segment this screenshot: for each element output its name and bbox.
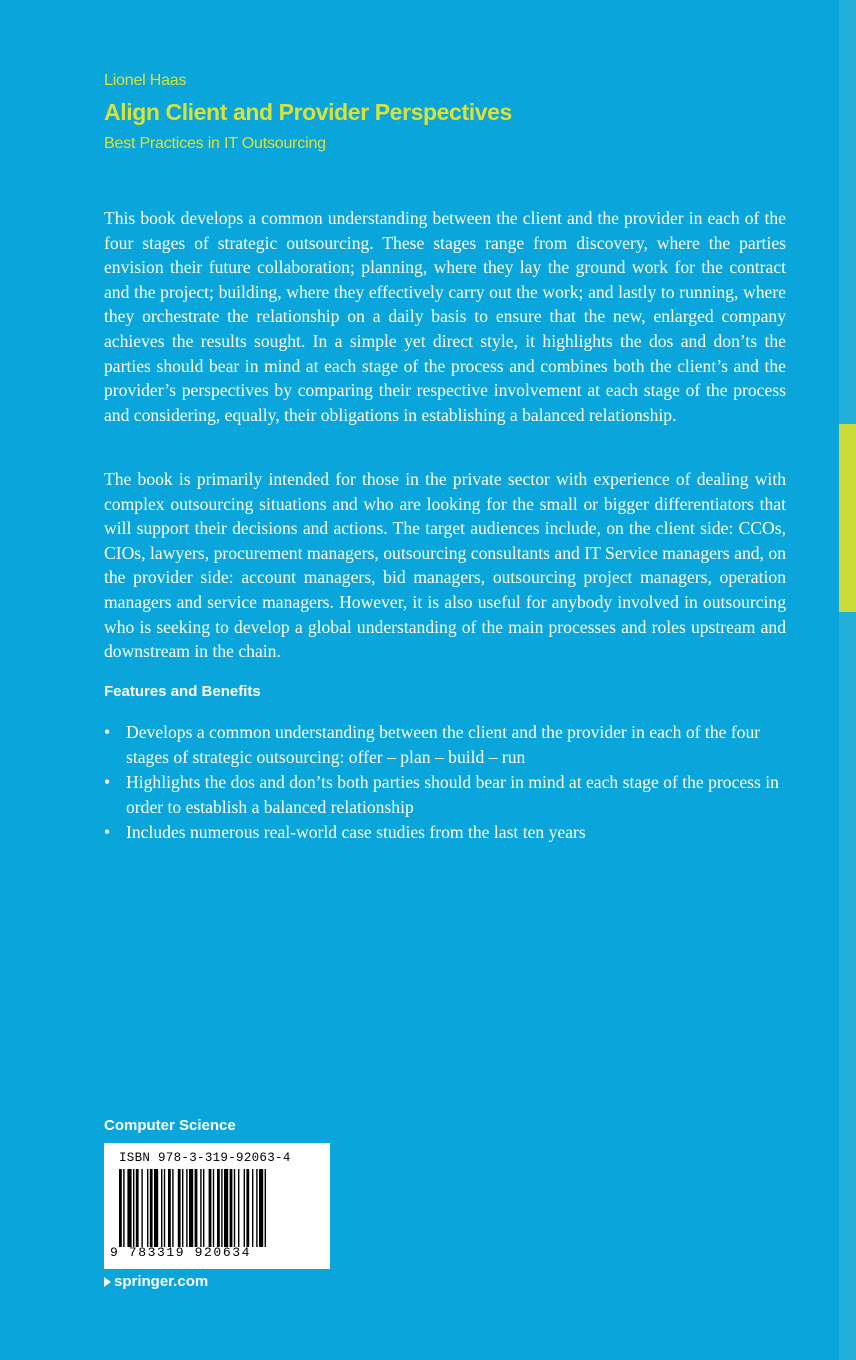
author-name: Lionel Haas	[104, 72, 187, 89]
feature-text: Highlights the dos and don’ts both parties should bear in mind at each stage of the process in order to establish a balanced relationship	[126, 772, 779, 817]
website-label: springer.com	[114, 1273, 209, 1290]
spine-edge	[839, 0, 856, 1360]
subject-category: Computer Science	[104, 1117, 236, 1134]
barcode-icon	[119, 1169, 315, 1247]
list-item	[104, 770, 786, 819]
list-item	[104, 720, 786, 769]
isbn-barcode	[104, 1143, 330, 1269]
description-paragraph-2: The book is primarily intended for those in the private sector with experience of dealing with complex outsourcing situations and who are looking for the small or bigger differentiators that will support their decisions and actions. The target audiences include, on the client side: CCOs, CIOs, lawyers, procurement managers, outsourcing consultants and IT Service managers and, on the provider side: account managers, bid managers, outsourcing project managers, operation managers and service managers. However, it is also useful for anybody involved in outsourcing who is seeking to develop a global understanding of the main processes and roles upstream and downstream in the chain.	[104, 469, 786, 662]
bullet-icon: •	[104, 822, 111, 843]
bullet-icon: •	[104, 772, 111, 793]
arrow-right-icon	[104, 1277, 111, 1287]
features-list	[104, 720, 786, 846]
description-paragraph-1: This book develops a common understanding between the client and the provider in each of the four stages of strategic outsourcing. These stages range from discovery, where the parties envision their future collaboration; planning, where they lay the ground work for the contract and the project; building, where they effectively carry out the work; and lastly to running, where they orchestrate the relationship on a daily basis to ensure that the new, enlarged company achieves the results sought. In a simple yet direct style, it highlights the dos and don’ts the parties should bear in mind at each stage of the process and combines both the client’s and the provider’s perspectives by comparing their respective involvement at each stage of the process and considering, equally, their obligations in establishing a balanced relationship.	[104, 208, 786, 425]
publisher-website	[104, 1273, 208, 1290]
list-item	[104, 820, 786, 845]
isbn-label: ISBN 978-3-319-92063-4	[119, 1151, 291, 1165]
features-heading: Features and Benefits	[104, 683, 261, 700]
book-title: Align Client and Provider Perspectives	[104, 99, 512, 125]
bullet-icon: •	[104, 722, 111, 742]
book-subtitle: Best Practices in IT Outsourcing	[104, 135, 326, 152]
feature-text: Includes numerous real-world case studies from the last ten years	[126, 822, 586, 843]
spine-color-band	[839, 424, 856, 612]
feature-text: Develops a common understanding between the client and the provider in each of the four stages of strategic outsourcing: offer – plan – build – run	[126, 722, 761, 767]
barcode-digits: 9 783319 920634	[110, 1245, 252, 1260]
